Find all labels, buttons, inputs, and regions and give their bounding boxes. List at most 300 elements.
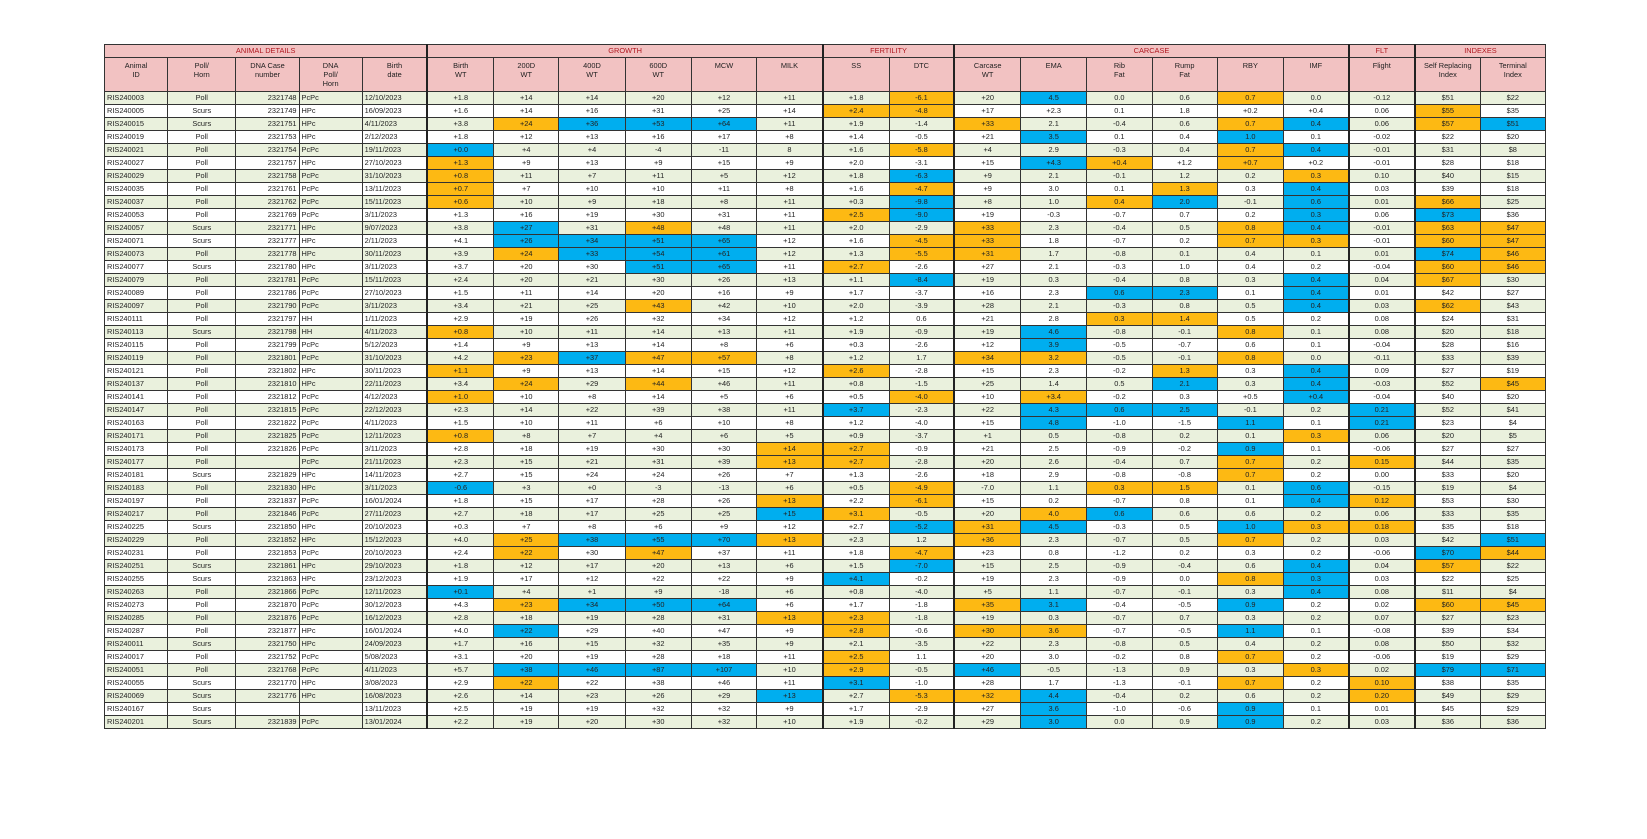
cell-self-index: $20 <box>1415 430 1480 443</box>
cell-rib-fat: -0.4 <box>1087 274 1152 287</box>
table-row <box>105 469 1546 482</box>
cell-dtc: -4.0 <box>889 391 954 404</box>
cell-w400: +19 <box>559 612 625 625</box>
cell-flight: -0.11 <box>1349 352 1415 365</box>
cell-birth-wt: +2.4 <box>427 547 493 560</box>
cell-carcase-wt: +19 <box>954 573 1020 586</box>
cell-dtc: -6.1 <box>889 495 954 508</box>
cell-w600: +31 <box>625 456 691 469</box>
cell-milk: +6 <box>757 599 823 612</box>
cell-birth-wt: +5.7 <box>427 664 493 677</box>
cell-imf: 0.4 <box>1283 274 1348 287</box>
cell-w200: +7 <box>494 183 559 196</box>
cell-self-index: $51 <box>1415 92 1480 105</box>
cell-ss: +2.9 <box>823 664 889 677</box>
cell-flight: 0.08 <box>1349 586 1415 599</box>
cell-carcase-wt: +27 <box>954 261 1020 274</box>
cell-id: RIS240057 <box>105 222 168 235</box>
cell-dna: 2321798 <box>236 326 299 339</box>
cell-w200: +17 <box>494 573 559 586</box>
cell-dna-poll: PcPc <box>299 196 362 209</box>
cell-terminal-index: $47 <box>1480 222 1545 235</box>
cell-imf: +0.4 <box>1283 105 1348 118</box>
cell-id: RIS240005 <box>105 105 168 118</box>
cell-dna: 2321846 <box>236 508 299 521</box>
cell-carcase-wt: +33 <box>954 235 1020 248</box>
cell-rib-fat: 0.0 <box>1087 716 1152 729</box>
cell-carcase-wt: +23 <box>954 547 1020 560</box>
cell-rump-fat: -0.1 <box>1152 677 1217 690</box>
cell-rby: 0.3 <box>1217 664 1283 677</box>
table-row <box>105 547 1546 560</box>
cell-flight: 0.04 <box>1349 560 1415 573</box>
cell-w400: +19 <box>559 703 625 716</box>
cell-id: RIS240141 <box>105 391 168 404</box>
cell-terminal-index: $20 <box>1480 469 1545 482</box>
cell-milk: +13 <box>757 690 823 703</box>
cell-rby: 0.4 <box>1217 638 1283 651</box>
cell-terminal-index: $15 <box>1480 170 1545 183</box>
cell-rib-fat: 0.5 <box>1087 378 1152 391</box>
cell-rby: 0.9 <box>1217 599 1283 612</box>
cell-dtc: -1.8 <box>889 599 954 612</box>
cell-rib-fat: -0.8 <box>1087 638 1152 651</box>
cell-rump-fat: 0.8 <box>1152 495 1217 508</box>
cell-mcw: +15 <box>691 365 756 378</box>
cell-rump-fat: 1.3 <box>1152 183 1217 196</box>
table-row <box>105 573 1546 586</box>
cell-dna: 2321776 <box>236 690 299 703</box>
cell-birth-wt: +3.4 <box>427 300 493 313</box>
cell-w600: +31 <box>625 105 691 118</box>
cell-ema: 2.3 <box>1021 573 1087 586</box>
cell-terminal-index: $41 <box>1480 404 1545 417</box>
cell-terminal-index: $5 <box>1480 430 1545 443</box>
table-row <box>105 248 1546 261</box>
table-row <box>105 196 1546 209</box>
cell-poll: Poll <box>168 131 236 144</box>
cell-imf: 0.4 <box>1283 222 1348 235</box>
cell-terminal-index: $39 <box>1480 352 1545 365</box>
cell-mcw: +34 <box>691 313 756 326</box>
cell-w600: +11 <box>625 170 691 183</box>
cell-w200: +26 <box>494 235 559 248</box>
cell-flight: -0.01 <box>1349 144 1415 157</box>
cell-birth-date: 24/09/2023 <box>362 638 427 651</box>
cell-ss: +0.8 <box>823 586 889 599</box>
cell-flight: 0.12 <box>1349 495 1415 508</box>
column-header-line: 200D <box>517 61 536 70</box>
cell-rib-fat: 0.3 <box>1087 313 1152 326</box>
cell-rby: 0.3 <box>1217 378 1283 391</box>
cell-ss: +2.6 <box>823 365 889 378</box>
cell-w600: +14 <box>625 326 691 339</box>
cell-dna-poll: HPc <box>299 482 362 495</box>
cell-w600: +30 <box>625 716 691 729</box>
cell-mcw: +15 <box>691 157 756 170</box>
cell-birth-date: 30/11/2023 <box>362 248 427 261</box>
cell-w200: +20 <box>494 261 559 274</box>
cell-terminal-index: $51 <box>1480 118 1545 131</box>
cell-id: RIS240027 <box>105 157 168 170</box>
cell-dtc: -2.8 <box>889 456 954 469</box>
cell-ema: +3.4 <box>1021 391 1087 404</box>
cell-w400: +14 <box>559 92 625 105</box>
cell-rump-fat: 0.5 <box>1152 521 1217 534</box>
cell-ss: +1.6 <box>823 235 889 248</box>
cell-ema: 1.7 <box>1021 248 1087 261</box>
cell-ema: 3.0 <box>1021 716 1087 729</box>
cell-poll: Poll <box>168 495 236 508</box>
cell-self-index: $53 <box>1415 495 1480 508</box>
cell-carcase-wt: +12 <box>954 339 1020 352</box>
cell-dna-poll: HPc <box>299 469 362 482</box>
cell-self-index: $35 <box>1415 521 1480 534</box>
cell-w200: +8 <box>494 430 559 443</box>
cell-carcase-wt: +10 <box>954 391 1020 404</box>
cell-dna: 2321749 <box>236 105 299 118</box>
cell-rib-fat: -0.7 <box>1087 586 1152 599</box>
cell-terminal-index: $30 <box>1480 495 1545 508</box>
cell-terminal-index: $35 <box>1480 105 1545 118</box>
cell-self-index: $57 <box>1415 560 1480 573</box>
cell-mcw: +32 <box>691 716 756 729</box>
cell-w200: +23 <box>494 599 559 612</box>
cell-terminal-index: $51 <box>1480 534 1545 547</box>
cell-mcw: +25 <box>691 508 756 521</box>
cell-dna-poll: PcPc <box>299 339 362 352</box>
cell-rib-fat: -0.8 <box>1087 430 1152 443</box>
cell-birth-date: 21/11/2023 <box>362 456 427 469</box>
cell-w600: +10 <box>625 183 691 196</box>
cell-id: RIS240113 <box>105 326 168 339</box>
cell-birth-date: 2/11/2023 <box>362 235 427 248</box>
cell-w400: +20 <box>559 716 625 729</box>
cell-w600: +47 <box>625 547 691 560</box>
cell-w200: +22 <box>494 547 559 560</box>
group-header: CARCASE <box>954 45 1348 58</box>
cell-w400: +29 <box>559 625 625 638</box>
cell-id: RIS240021 <box>105 144 168 157</box>
cell-poll: Scurs <box>168 716 236 729</box>
cell-dtc: -2.6 <box>889 339 954 352</box>
cell-ema: 2.3 <box>1021 222 1087 235</box>
cell-rump-fat: 2.5 <box>1152 404 1217 417</box>
cell-w200: +14 <box>494 690 559 703</box>
cell-poll: Poll <box>168 625 236 638</box>
cell-imf: 0.2 <box>1283 404 1348 417</box>
cell-imf: 0.6 <box>1283 196 1348 209</box>
cell-dna: 2321780 <box>236 261 299 274</box>
cell-terminal-index: $18 <box>1480 326 1545 339</box>
cell-dna: 2321850 <box>236 521 299 534</box>
column-header-line: Horn <box>193 70 210 79</box>
cell-dna: 2321870 <box>236 599 299 612</box>
cell-carcase-wt: +35 <box>954 599 1020 612</box>
cell-birth-wt: +1.8 <box>427 131 493 144</box>
cell-birth-wt: +1.8 <box>427 92 493 105</box>
column-header-line: WT <box>520 70 532 79</box>
cell-milk: +9 <box>757 157 823 170</box>
cell-rby: +0.5 <box>1217 391 1283 404</box>
table-row <box>105 183 1546 196</box>
cell-mcw: +26 <box>691 469 756 482</box>
cell-birth-date: 2/12/2023 <box>362 131 427 144</box>
cell-ema: 2.3 <box>1021 638 1087 651</box>
cell-milk: +13 <box>757 456 823 469</box>
cell-flight: -0.06 <box>1349 651 1415 664</box>
cell-dtc: -5.2 <box>889 521 954 534</box>
cell-birth-date: 20/10/2023 <box>362 521 427 534</box>
cell-imf: 0.4 <box>1283 378 1348 391</box>
cell-dna-poll: PcPc <box>299 547 362 560</box>
cell-w200: +11 <box>494 170 559 183</box>
cell-ss: +3.1 <box>823 677 889 690</box>
table-row <box>105 664 1546 677</box>
bull-ebv-table <box>104 44 1546 729</box>
cell-poll: Poll <box>168 170 236 183</box>
cell-milk: +12 <box>757 313 823 326</box>
cell-dna-poll: HPc <box>299 378 362 391</box>
cell-w200: +4 <box>494 144 559 157</box>
cell-w200: +24 <box>494 118 559 131</box>
cell-mcw: +11 <box>691 183 756 196</box>
cell-w400: +11 <box>559 417 625 430</box>
cell-imf: 0.2 <box>1283 456 1348 469</box>
cell-w400: +0 <box>559 482 625 495</box>
table-row <box>105 456 1546 469</box>
cell-poll: Scurs <box>168 703 236 716</box>
cell-id: RIS240015 <box>105 118 168 131</box>
cell-flight: 0.02 <box>1349 599 1415 612</box>
cell-rib-fat: -0.5 <box>1087 352 1152 365</box>
cell-ss: +1.7 <box>823 703 889 716</box>
cell-dtc: -0.9 <box>889 326 954 339</box>
cell-ss: +2.8 <box>823 625 889 638</box>
cell-milk: +11 <box>757 222 823 235</box>
column-header-line: Carcase <box>973 61 1002 70</box>
group-header: GROWTH <box>427 45 822 58</box>
cell-ema: 2.3 <box>1021 534 1087 547</box>
cell-w600: +48 <box>625 222 691 235</box>
cell-dna-poll: PcPc <box>299 456 362 469</box>
cell-imf: 0.1 <box>1283 339 1348 352</box>
cell-ema: 0.5 <box>1021 430 1087 443</box>
cell-rby: 0.3 <box>1217 365 1283 378</box>
cell-birth-date: 3/11/2023 <box>362 443 427 456</box>
cell-mcw: +31 <box>691 209 756 222</box>
cell-w600: +53 <box>625 118 691 131</box>
cell-flight: -0.01 <box>1349 235 1415 248</box>
cell-ema: 4.3 <box>1021 404 1087 417</box>
cell-self-index: $42 <box>1415 534 1480 547</box>
cell-milk: +8 <box>757 183 823 196</box>
cell-id: RIS240255 <box>105 573 168 586</box>
cell-self-index: $60 <box>1415 261 1480 274</box>
cell-terminal-index: $23 <box>1480 612 1545 625</box>
cell-ss: +2.7 <box>823 521 889 534</box>
table-row <box>105 365 1546 378</box>
cell-flight: 0.03 <box>1349 534 1415 547</box>
column-header-rump-fat <box>1152 58 1217 92</box>
cell-mcw: +5 <box>691 391 756 404</box>
cell-birth-date: 12/10/2023 <box>362 92 427 105</box>
cell-ema: 3.2 <box>1021 352 1087 365</box>
cell-rby: 1.0 <box>1217 521 1283 534</box>
cell-mcw: +65 <box>691 235 756 248</box>
cell-rby: 0.7 <box>1217 534 1283 547</box>
cell-carcase-wt: +15 <box>954 365 1020 378</box>
cell-dna-poll: PcPc <box>299 92 362 105</box>
cell-dna: 2321762 <box>236 196 299 209</box>
cell-dna-poll: PcPc <box>299 716 362 729</box>
cell-rby: 0.3 <box>1217 183 1283 196</box>
column-header-self-index <box>1415 58 1480 92</box>
cell-flight: -0.12 <box>1349 92 1415 105</box>
cell-dna: 2321777 <box>236 235 299 248</box>
column-header-w600 <box>625 58 691 92</box>
cell-flight: 0.06 <box>1349 430 1415 443</box>
cell-id: RIS240217 <box>105 508 168 521</box>
cell-id: RIS240137 <box>105 378 168 391</box>
cell-rib-fat: -0.4 <box>1087 690 1152 703</box>
cell-poll: Scurs <box>168 222 236 235</box>
cell-ss: +1.8 <box>823 92 889 105</box>
cell-w600: +20 <box>625 287 691 300</box>
cell-carcase-wt: +33 <box>954 118 1020 131</box>
cell-ema: 4.5 <box>1021 521 1087 534</box>
column-header-birth-wt <box>427 58 493 92</box>
cell-w400: +37 <box>559 352 625 365</box>
cell-carcase-wt: +30 <box>954 625 1020 638</box>
column-header-w200 <box>494 58 559 92</box>
cell-dna: 2321753 <box>236 131 299 144</box>
cell-dna <box>236 703 299 716</box>
cell-dtc: -5.8 <box>889 144 954 157</box>
cell-mcw: +5 <box>691 170 756 183</box>
cell-w200: +10 <box>494 326 559 339</box>
cell-rump-fat: 0.3 <box>1152 391 1217 404</box>
cell-milk: +12 <box>757 365 823 378</box>
cell-w400: +7 <box>559 430 625 443</box>
cell-w600: +32 <box>625 638 691 651</box>
cell-milk: +11 <box>757 404 823 417</box>
cell-mcw: +25 <box>691 105 756 118</box>
cell-carcase-wt: +21 <box>954 313 1020 326</box>
cell-mcw: +12 <box>691 92 756 105</box>
cell-birth-date: 3/11/2023 <box>362 261 427 274</box>
column-header-terminal-index <box>1480 58 1545 92</box>
cell-ss: +2.3 <box>823 534 889 547</box>
cell-rby: 0.6 <box>1217 508 1283 521</box>
cell-birth-wt: -0.6 <box>427 482 493 495</box>
cell-birth-date: 9/07/2023 <box>362 222 427 235</box>
cell-w600: +25 <box>625 508 691 521</box>
cell-ema: 1.1 <box>1021 482 1087 495</box>
cell-mcw: +6 <box>691 430 756 443</box>
cell-poll: Poll <box>168 391 236 404</box>
cell-w600: +22 <box>625 573 691 586</box>
cell-self-index: $24 <box>1415 313 1480 326</box>
cell-rby: 0.2 <box>1217 209 1283 222</box>
cell-carcase-wt: +22 <box>954 638 1020 651</box>
cell-ss: +1.5 <box>823 560 889 573</box>
column-header-dna <box>236 58 299 92</box>
cell-flight: 0.01 <box>1349 248 1415 261</box>
cell-birth-wt: +2.9 <box>427 677 493 690</box>
cell-flight: 0.21 <box>1349 404 1415 417</box>
cell-ema: 1.0 <box>1021 196 1087 209</box>
cell-rump-fat: 0.7 <box>1152 612 1217 625</box>
column-header-line: ID <box>132 70 140 79</box>
cell-terminal-index: $34 <box>1480 625 1545 638</box>
table-row <box>105 235 1546 248</box>
cell-w200: +19 <box>494 313 559 326</box>
cell-dna-poll: HPc <box>299 235 362 248</box>
cell-w200: +15 <box>494 456 559 469</box>
column-header-line: Birth <box>386 61 403 70</box>
cell-flight: 0.03 <box>1349 573 1415 586</box>
cell-dna-poll: HPc <box>299 157 362 170</box>
cell-self-index: $33 <box>1415 352 1480 365</box>
cell-ss: +0.5 <box>823 482 889 495</box>
column-header-line: Poll/ <box>323 70 338 79</box>
cell-rby: 0.2 <box>1217 170 1283 183</box>
cell-carcase-wt: +18 <box>954 469 1020 482</box>
table-row <box>105 144 1546 157</box>
cell-poll: Scurs <box>168 326 236 339</box>
cell-dna-poll: PcPc <box>299 274 362 287</box>
cell-w400: +23 <box>559 690 625 703</box>
cell-flight: 0.10 <box>1349 170 1415 183</box>
column-header-line: Animal <box>124 61 148 70</box>
cell-dtc: -3.7 <box>889 287 954 300</box>
cell-w400: +17 <box>559 508 625 521</box>
cell-dtc: -0.5 <box>889 508 954 521</box>
cell-poll: Poll <box>168 144 236 157</box>
cell-ss: +4.1 <box>823 573 889 586</box>
cell-dtc: 0.6 <box>889 313 954 326</box>
cell-rump-fat: 0.6 <box>1152 118 1217 131</box>
cell-imf: 0.2 <box>1283 313 1348 326</box>
cell-birth-date: 14/11/2023 <box>362 469 427 482</box>
cell-rib-fat: -1.0 <box>1087 703 1152 716</box>
cell-rib-fat: 0.0 <box>1087 92 1152 105</box>
cell-ema: 2.8 <box>1021 313 1087 326</box>
cell-carcase-wt: +28 <box>954 300 1020 313</box>
cell-milk: +11 <box>757 326 823 339</box>
cell-terminal-index: $29 <box>1480 703 1545 716</box>
cell-ss: +1.6 <box>823 183 889 196</box>
cell-ss: +3.1 <box>823 508 889 521</box>
cell-birth-date: 19/11/2023 <box>362 144 427 157</box>
column-header-line: DNA <box>322 61 339 70</box>
cell-ss: +2.3 <box>823 612 889 625</box>
cell-dna-poll: HPc <box>299 118 362 131</box>
cell-rib-fat: 0.6 <box>1087 404 1152 417</box>
cell-id: RIS240051 <box>105 664 168 677</box>
cell-rump-fat: 0.8 <box>1152 300 1217 313</box>
cell-rib-fat: 0.6 <box>1087 287 1152 300</box>
cell-milk: +10 <box>757 300 823 313</box>
cell-self-index: $31 <box>1415 144 1480 157</box>
cell-rby: 0.1 <box>1217 495 1283 508</box>
cell-milk: +13 <box>757 495 823 508</box>
cell-rib-fat: -0.7 <box>1087 534 1152 547</box>
cell-id: RIS240077 <box>105 261 168 274</box>
column-header-line: Rib <box>1113 61 1125 70</box>
cell-self-index: $50 <box>1415 638 1480 651</box>
